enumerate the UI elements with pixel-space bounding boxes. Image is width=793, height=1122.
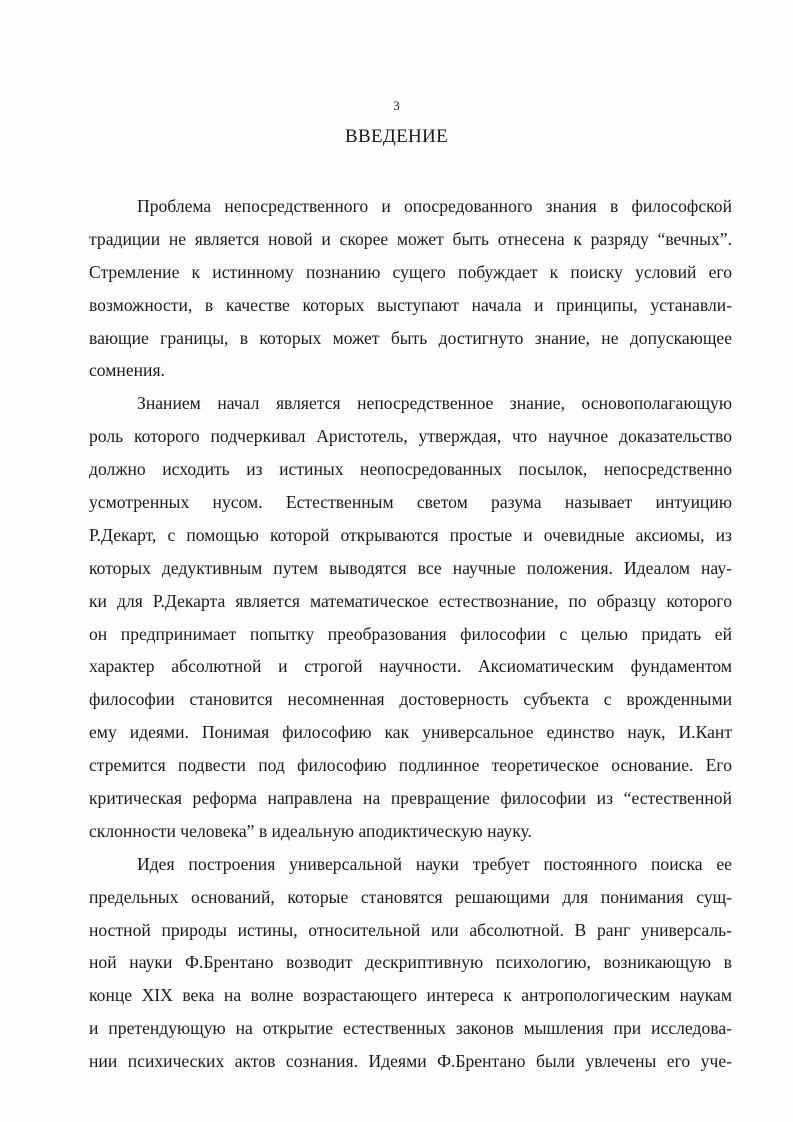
- text-line: Р.Декарт, с помощью которой открываются простые и очевидные аксиомы, из: [89, 524, 732, 545]
- paragraph-2: [89, 387, 732, 847]
- text-line: Идея построения универсальной науки требует постоянного поиска ее: [137, 853, 732, 874]
- text-line: роль которого подчеркивал Аристотель, утверждая, что научное доказательство: [89, 426, 732, 447]
- text-line: склонности человека” в идеальную аподиктическую науку.: [89, 820, 532, 841]
- paragraph-3: [89, 848, 732, 1078]
- text-line: Проблема непосредственного и опосредованного знания в философской: [137, 196, 732, 216]
- text-line: должно исходить из истиных неопосредованных посылок, непосредственно: [89, 459, 732, 480]
- text-line: которых дедуктивным путем выводятся все научные положения. Идеалом нау-: [89, 557, 732, 578]
- chapter-title: ВВЕДЕНИЕ: [345, 126, 448, 147]
- text-line: ной науки Ф.Брентано возводит дескриптивную психологию, возникающую в: [89, 952, 732, 973]
- paragraph-1: [89, 190, 732, 387]
- text-line: традиции не является новой и скорее может быть отнесена к разряду “вечных”.: [89, 228, 732, 249]
- text-line: характер абсолютной и строгой научности. Аксиоматическим фундаментом: [89, 656, 732, 677]
- text-line: Знанием начал является непосредственное знание, основополагающую: [137, 393, 732, 414]
- text-line: критическая реформа направлена на превращение философии из “естественной: [89, 788, 732, 809]
- text-line: и претендующую на открытие естественных законов мышления при исследова-: [89, 1018, 732, 1039]
- text-line: сомнения.: [89, 360, 165, 381]
- text-line: он предпринимает попытку преобразования философии с целью придать ей: [89, 623, 732, 644]
- text-line: нии психических актов сознания. Идеями Ф.Брентано были увлечены его уче-: [89, 1051, 732, 1072]
- text-line: ки для Р.Декарта является математическое естествознание, по образцу которого: [89, 590, 732, 611]
- text-line: ностной природы истины, относительной или абсолютной. В ранг универсаль-: [89, 919, 732, 940]
- text-line: ему идеями. Понимая философию как универсальное единство наук, И.Кант: [89, 722, 732, 743]
- text-line: усмотренных нусом. Естественным светом разума называет интуицию: [89, 492, 732, 513]
- text-line: конце XIX века на волне возрастающего интереса к антропологическим наукам: [89, 985, 732, 1006]
- body-text: [89, 190, 732, 1078]
- text-line: стремится подвести под философию подлинное теоретическое основание. Его: [89, 755, 732, 776]
- text-line: вающие границы, в которых может быть достигнуто знание, не допускающее: [89, 327, 732, 348]
- text-line: возможности, в качестве которых выступают начала и принципы, устанавли-: [89, 294, 732, 315]
- text-line: Стремление к истинному познанию сущего побуждает к поиску условий его: [89, 261, 732, 282]
- text-line: философии становится несомненная достоверность субъекта с врожденными: [89, 689, 732, 710]
- text-line: предельных оснований, которые становятся решающими для понимания сущ-: [89, 886, 732, 907]
- page-number: 3: [393, 98, 400, 113]
